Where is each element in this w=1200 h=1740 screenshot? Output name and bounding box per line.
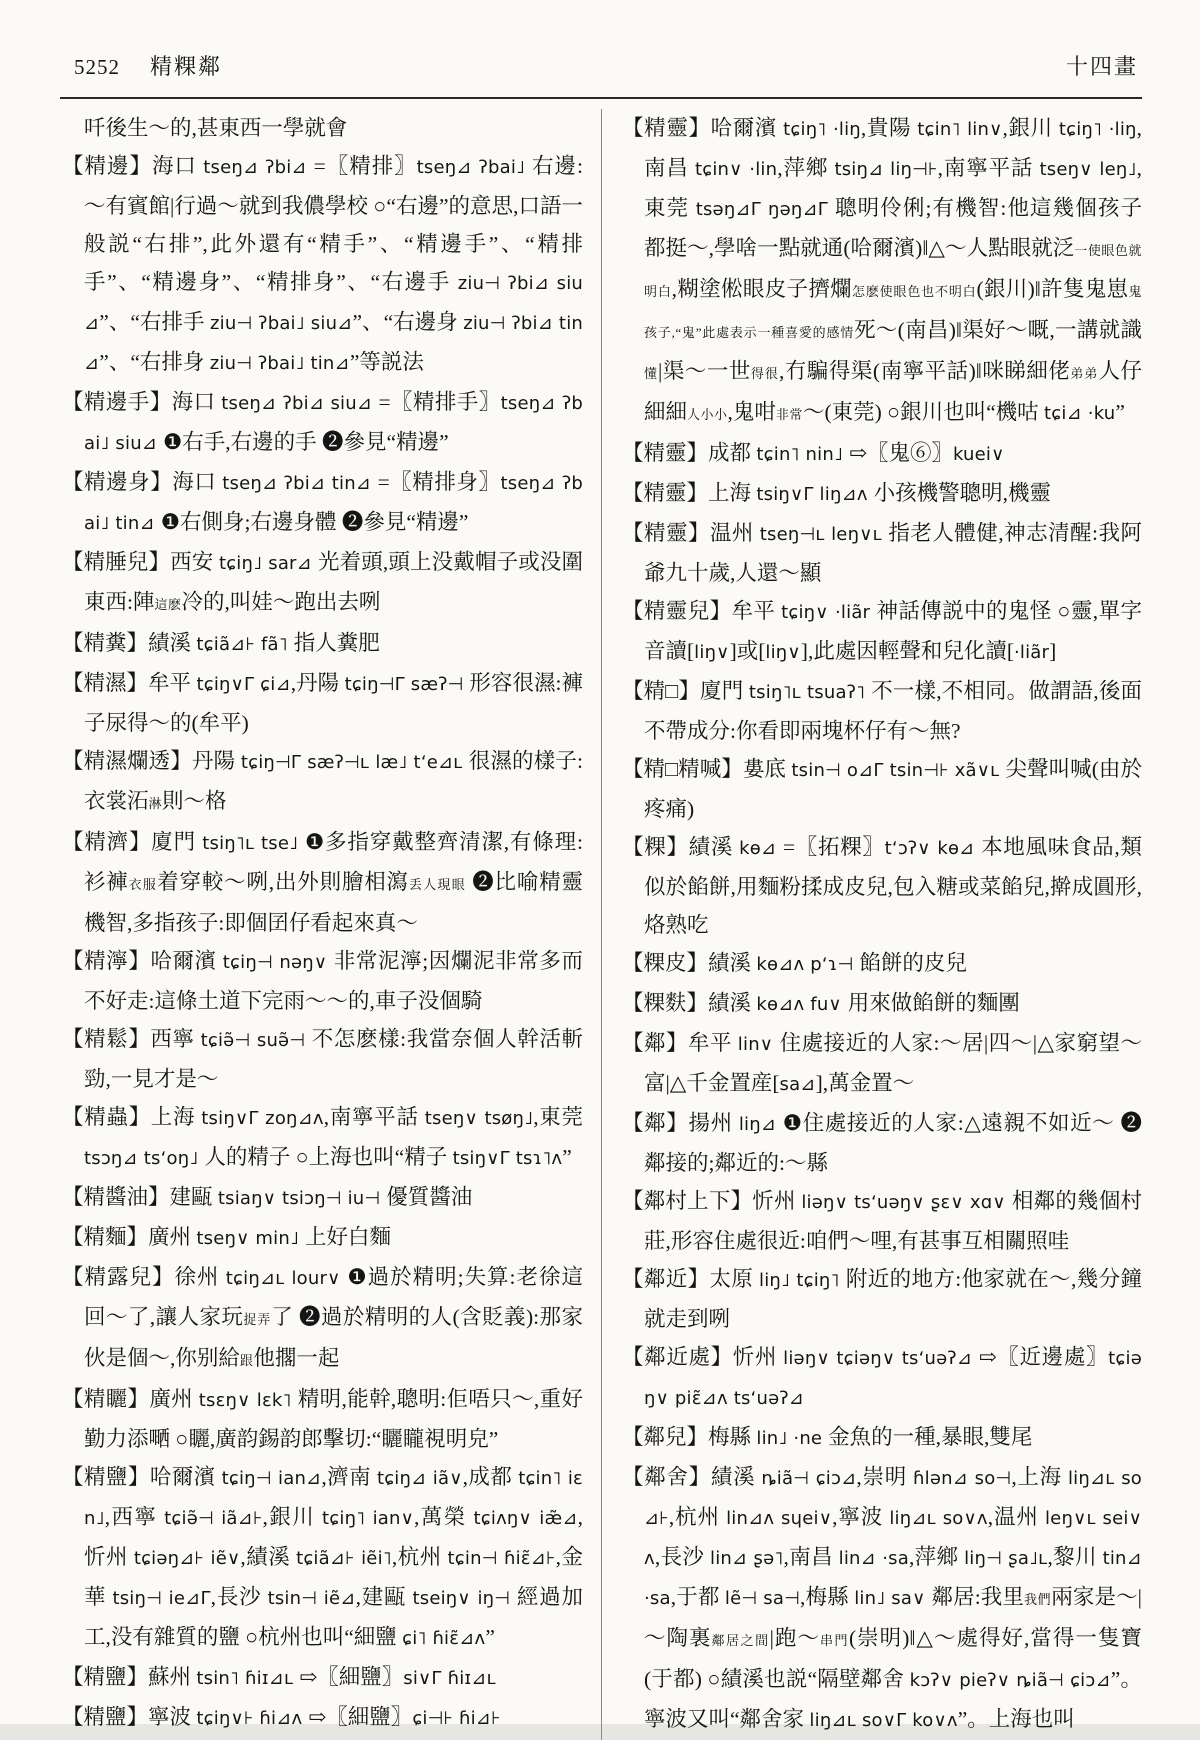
entry-text: 【精鬆】西寧 (62, 1027, 201, 1051)
phonetic-transcription: tɕiŋ∨⊦ ɦi⊿ʌ (196, 1708, 309, 1729)
phonetic-transcription: tsiŋ˥ʟ tsuaʔ˥ (748, 682, 872, 703)
dictionary-entry (622, 1338, 1142, 1418)
column-right (601, 109, 1142, 1740)
phonetic-transcription: tseŋ⊿ ʔbi⊿ siu⊿ (221, 393, 379, 414)
entry-text: ,貴陽 (860, 116, 918, 140)
phonetic-transcription: tɕiŋ∨Γ ɕi⊿ (196, 674, 291, 695)
entry-text: ,于都 (670, 1585, 725, 1609)
entry-text: 【精鹽】蘇州 (62, 1665, 197, 1689)
phonetic-transcription: tsiŋ⊣ ie⊿Γ (112, 1588, 211, 1609)
entry-text: 相鄰的幾個村莊,形容住處很近:咱們～哩,有甚事互相關照哇 (644, 1189, 1142, 1253)
entry-text: 上好白麵 (304, 1225, 391, 1249)
entry-text: 住處接近的人家:～居|四～|△家窮望～富|△千金置産[ (644, 1031, 1142, 1095)
entry-text: ,萍鄉 (777, 156, 835, 180)
phonetic-transcription: ɕi⊣⊦ ɦi⊿⊦ (412, 1708, 501, 1729)
entry-text: 用來做餡餅的麵團 (847, 991, 1020, 1015)
phonetic-transcription: tɕin˥ lin∨ (917, 119, 1003, 140)
entry-text: ⇨〖近邊處〗 (978, 1345, 1109, 1369)
entry-text: 【粿皮】績溪 (622, 951, 757, 975)
entry-text: 【精濟】廈門 (62, 830, 203, 854)
entry-text: 神話傳説中的鬼怪 ○靈,單字音讀[ (644, 599, 1142, 663)
dictionary-entry (62, 664, 583, 742)
entry-text: ,杭州 (668, 1505, 727, 1529)
entry-text: 吀後生～的,甚東西一學就會 (84, 116, 348, 140)
entry-text: 【精靈】上海 (622, 481, 757, 505)
entry-text: ,南寧平話 (937, 156, 1040, 180)
phonetic-transcription: tɕiŋ˥ ·liŋ (783, 119, 861, 140)
phonetic-transcription: tɕin⊣ ɦiɛ̃⊿⊦ (447, 1548, 556, 1569)
dictionary-entry (622, 984, 1142, 1024)
phonetic-transcription: lẽ⊣ sa⊣ (724, 1588, 800, 1609)
phonetic-transcription: lin∨ (737, 1034, 780, 1055)
dictionary-entry (62, 1380, 583, 1458)
entry-text: ❶右手,右邊的手 ❷參見“精邊” (163, 430, 449, 454)
phonetic-transcription: tɕiŋ⊣Γ sæʔ⊣ (344, 674, 470, 695)
dictionary-entry (622, 1418, 1142, 1458)
phonetic-transcription: tseŋ∨ min˩ (196, 1228, 305, 1249)
phonetic-transcription: liŋ∨ (765, 642, 801, 663)
phonetic-transcription: ɦlən⊿ so⊣ (913, 1468, 1012, 1489)
dictionary-entry (62, 1258, 583, 1380)
entry-text: 【鄰村上下】忻州 (622, 1189, 802, 1213)
entry-text: =〖拓粿〗 (782, 835, 885, 859)
dictionary-entry (62, 1458, 583, 1658)
phonetic-transcription: lin⊿ ·sa (838, 1548, 909, 1569)
phonetic-transcription: tsɛŋ∨ lɛk˥ (198, 1390, 298, 1411)
dictionary-entry (622, 434, 1142, 474)
entry-text: 【精鹽】哈爾濱 (62, 1465, 222, 1489)
entry-text: |渠～一世 (658, 359, 751, 383)
entry-text: ”、“右邊身 (352, 310, 464, 334)
stroke-section-label: 十四畫 (1065, 54, 1138, 79)
entry-text: 右邊:～有賓館|行過～就到我儂學校 ○“右邊”的意思,口語一般説“右排”,此外還有“精手”、“精邊手”、“精排手”、“精邊身”、“精排身”、“右邊手 (84, 154, 583, 294)
entry-text: 不一樣,不相同。做謂語,後面不帶成分:你看即兩塊杯仔有～無? (644, 679, 1142, 743)
phonetic-transcription: kɵ⊿ (739, 838, 783, 859)
dictionary-entry (622, 109, 1142, 434)
phonetic-transcription: tseŋ∨ tsøŋ˩ (424, 1108, 534, 1129)
dictionary-entry (62, 624, 583, 664)
entry-text: 【精鹽】寧波 (62, 1705, 197, 1729)
entry-text: 【鄰】揚州 (622, 1111, 739, 1135)
phonetic-transcription: tʻɔʔ∨ kɵ⊿ (884, 838, 982, 859)
entry-text: 形容很濕:褲子尿得～的(牟平) (84, 671, 583, 735)
text-columns (60, 109, 1142, 1740)
phonetic-transcription: tɕin˥ iɛn˩ (84, 1468, 583, 1529)
entry-text: 【精邊】海口 (62, 154, 204, 178)
entry-text: ,東莞 (533, 1105, 583, 1129)
entry-text: ,濟南 (321, 1465, 377, 1489)
entry-text: 【精邊手】海口 (62, 390, 222, 414)
entry-text: 本地風味食品,類似於餡餅,用麵粉揉成皮兒,包入糖或菜餡兒,擀成圓形,烙熟吃 (644, 835, 1142, 937)
phonetic-transcription: ziu⊣ ʔbi⊿ siu⊿ (84, 273, 584, 334)
dictionary-entry (62, 942, 583, 1020)
phonetic-transcription: lin˩ ·ne (756, 1428, 829, 1449)
phonetic-transcription: tɕiŋ∨ ·liãr (781, 602, 877, 623)
entry-text: 指老人體健,神志清醒:我阿爺九十歲,人還～顯 (644, 521, 1142, 585)
phonetic-transcription: liŋ∨ (694, 642, 730, 663)
entry-text: ,成都 (462, 1465, 519, 1489)
dictionary-entry (62, 383, 583, 463)
entry-text: ,温州 (987, 1505, 1045, 1529)
entry-text: ,東莞 (644, 156, 1142, 220)
entry-text: ”等説法 (349, 350, 424, 374)
phonetic-transcription: ziu⊣ ʔbai˩ siu⊿ (210, 313, 353, 334)
entry-text: 【精麵】廣州 (62, 1225, 197, 1249)
entry-text: 光着頭,頭上没戴帽子或没圍東西:陣 (84, 550, 583, 614)
dictionary-entry (62, 1658, 583, 1698)
inline-gloss: 這麽 (154, 597, 182, 612)
dictionary-entry (622, 1260, 1142, 1338)
entry-text: ],萬金置～ (815, 1071, 915, 1095)
entry-text: 【精蟲】上海 (62, 1105, 202, 1129)
entry-text: =〖精排身〗 (377, 470, 501, 494)
entry-text: ,南寧平話 (323, 1105, 425, 1129)
entry-text: 【鄰兒】梅縣 (622, 1425, 757, 1449)
entry-text: 【精矖】廣州 (62, 1387, 199, 1411)
phonetic-transcription: tɕiə̃⊣ suə̃⊣ (200, 1030, 312, 1051)
entry-text: ❷比喻精靈機智,多指孩子:即個囝仔看起來真～ (84, 870, 583, 935)
inline-gloss: 我們 (1024, 1592, 1052, 1607)
phonetic-transcription: liŋ⊣ ʂa˩ʟ (964, 1548, 1048, 1569)
entry-text: ,忻州 (84, 1505, 583, 1569)
entry-text: (崇明)‖△～處得好,當得一隻寶(于都) ○績溪也説“隔壁鄰舍 (644, 1626, 1142, 1691)
dictionary-entry (62, 1698, 583, 1738)
phonetic-transcription: tsəŋ⊿Γ ŋəŋ⊿Γ (695, 199, 836, 220)
phonetic-transcription: tɕiə̃⊣ iã⊿⊦ (164, 1508, 263, 1529)
dictionary-entry (622, 1182, 1142, 1260)
phonetic-transcription: ɕi˥ ɦiɛ̃⊿ʌ (402, 1628, 486, 1649)
entry-text: 優質醬油 (386, 1185, 473, 1209)
inline-gloss: 人小小 (687, 407, 728, 422)
dictionary-entry (622, 474, 1142, 514)
dictionary-entry (622, 828, 1142, 944)
entry-text: 死～(南昌)‖渠好～嘅,一講就識 (854, 318, 1142, 342)
entry-text: ,南昌 (783, 1545, 839, 1569)
phonetic-transcription: liŋ⊿ʟ so⊿⊦ (644, 1468, 1142, 1529)
entry-text: 附近的地方:他家就在～,幾分鐘就走到咧 (644, 1267, 1142, 1331)
phonetic-transcription: tseŋ⊿ ʔbai˩ siu⊿ (84, 393, 583, 454)
dictionary-entry (62, 742, 583, 823)
page-header (60, 50, 1142, 99)
dictionary-entry (622, 514, 1142, 592)
phonetic-transcription: tsiŋ∨Γ tsɿ˥ʌ (452, 1148, 563, 1169)
phonetic-transcription: kɵ⊿ʌ fu∨ (756, 994, 848, 1015)
phonetic-transcription: tɕiŋ⊣Γ sæʔ⊣ʟ læ˩ tʻe⊿ʟ (240, 752, 469, 773)
phonetic-transcription: tɕi⊿ ·ku (1044, 403, 1116, 424)
entry-text: ,長沙 (210, 1585, 268, 1609)
entry-text: ❶多指穿戴整齊清潔,有條理:衫褲 (84, 830, 583, 894)
entry-text: 【鄰舍】績溪 (622, 1465, 762, 1489)
phonetic-transcription: tɕiʌŋ∨ iæ̃⊿ (473, 1508, 578, 1529)
dictionary-entry (622, 750, 1142, 828)
entry-text: |跑～ (769, 1626, 820, 1650)
entry-text: 不怎麽樣:我當奈個人幹活斬勁,一見才是～ (84, 1027, 583, 1091)
phonetic-transcription: tɕiəŋ∨ piɛ̃⊿ʌ tsʻuəʔ⊿ (644, 1348, 1143, 1409)
inline-gloss: 衣服 (128, 877, 158, 892)
phonetic-transcription: ȵiã⊣ ɕiɔ⊿ (761, 1468, 857, 1489)
inline-gloss: 鄰居之間 (711, 1633, 770, 1648)
dictionary-entry (62, 147, 583, 383)
entry-text: 【精濘】哈爾濱 (62, 949, 223, 973)
entry-text: 了 ❷過於精明的人(含貶義):那家伙是個～,你别給 (84, 1305, 583, 1370)
dictionary-entry (62, 109, 583, 147)
phonetic-transcription: liŋ⊿ʟ so∨ʌ (889, 1508, 988, 1529)
dictionary-entry (62, 823, 583, 942)
phonetic-transcription: tɕiŋ⊿ʟ lour∨ (225, 1268, 348, 1289)
entry-text: (銀川)‖許隻鬼崽 (976, 277, 1129, 301)
phonetic-transcription: tsiŋ∨Γ zoŋ⊿ʌ (201, 1108, 324, 1129)
phonetic-transcription: liŋ⊿ (738, 1114, 783, 1135)
entry-text: ～(東莞) ○銀川也叫“機咕 (802, 400, 1045, 424)
entry-text: 【精靈】哈爾濱 (622, 116, 784, 140)
entry-text: 非常泥濘;因爛泥非常多而不好走:這條土道下完雨～～的,車子没個騎 (84, 949, 583, 1013)
phonetic-transcription: tseŋ⊿ ʔbai˩ (416, 157, 533, 178)
entry-text: ,梅縣 (800, 1585, 855, 1609)
entry-text: ,建甌 (355, 1585, 413, 1609)
phonetic-transcription: liŋ⊿ʟ so∨Γ ko∨ʌ (809, 1710, 958, 1731)
phonetic-transcription: tseŋ⊿ ʔbi⊿ tin⊿ (222, 473, 378, 494)
entry-text: 他擱一起 (253, 1346, 340, 1370)
phonetic-transcription: tseŋ⊣ʟ leŋ∨ʟ (759, 524, 889, 545)
phonetic-transcription: tɕiã⊿⊦ iẽi˥ (296, 1548, 392, 1569)
inline-gloss: 弟弟 (1070, 366, 1099, 381)
entry-text: 【精邊身】海口 (62, 470, 223, 494)
entry-text: 則～格 (162, 789, 227, 813)
entry-text: ] (1049, 639, 1057, 663)
entry-text: ,鬼咁 (727, 400, 776, 424)
entry-text: ⇨〖細鹽〗 (299, 1665, 404, 1689)
inline-gloss: 懂 (644, 366, 659, 381)
phonetic-transcription: tɕiŋ˩ sar⊿ (218, 553, 318, 574)
phonetic-transcription: tɕiŋ⊣ ian⊿ (221, 1468, 322, 1489)
dictionary-entry (62, 1098, 583, 1178)
entry-text: 【鄰近】太原 (622, 1267, 759, 1291)
phonetic-transcription: tɕiã⊿⊦ fã˥ (196, 634, 294, 655)
entry-text: 【精靈】成都 (622, 441, 757, 465)
phonetic-transcription: tɕiŋ˥ ·liŋ (1058, 119, 1137, 140)
inline-gloss: 一使眼色就明白 (644, 243, 1142, 299)
dictionary-entry (622, 944, 1142, 984)
inline-gloss: 怎麽使眼色也不明白 (852, 284, 977, 299)
entry-text: ⇨〖鬼⑥〗 (848, 441, 953, 465)
inline-gloss: 非常 (775, 407, 803, 422)
entry-text: ,萍鄉 (908, 1545, 965, 1569)
inline-gloss: 跟 (239, 1353, 254, 1368)
dictionary-entry (622, 1024, 1142, 1104)
phonetic-transcription: si∨Γ ɦiɪ⊿ʟ (403, 1668, 496, 1689)
phonetic-transcription: leŋ∨ʟ sei∨ʌ (644, 1508, 1142, 1569)
phonetic-transcription: tɕin˥ nin˩ (756, 444, 849, 465)
phonetic-transcription: tseŋ⊿ ʔbi⊿ (203, 157, 314, 178)
entry-text: 【精靈兒】牟平 (622, 599, 782, 623)
entry-text: ,上海 (1011, 1465, 1068, 1489)
entry-text: 【鄰】牟平 (622, 1031, 738, 1055)
entry-text: 【精腄兒】西安 (62, 550, 219, 574)
entry-text: ,杭州 (391, 1545, 448, 1569)
entry-text: 冷的,叫娃～跑出去咧 (181, 590, 381, 614)
entry-text: 聰明伶俐;有機智:他這幾個孩子都挺～,學啥一點就通(哈爾濱)‖△～人點眼就泛 (644, 196, 1142, 260)
entry-text: ]或[ (729, 639, 766, 663)
entry-text: 尖聲叫喊(由於疼痛) (644, 757, 1142, 821)
entry-text: 【精濕爛透】丹陽 (62, 749, 241, 773)
entry-text: ,丹陽 (290, 671, 345, 695)
entry-text: 【精□】廈門 (622, 679, 749, 703)
phonetic-transcription: tɕiŋ⊣ nəŋ∨ (222, 952, 334, 973)
entry-text: ,銀川 (1002, 116, 1059, 140)
phonetic-transcription: kɵ⊿ʌ pʻɿ⊣ (756, 954, 860, 975)
phonetic-transcription: tseŋ⊿ ʔbai˩ tin⊿ (84, 473, 583, 534)
phonetic-transcription: liŋ˩ tɕiŋ˥ (759, 1270, 846, 1291)
phonetic-transcription: tseŋ∨ leŋ˩ (1039, 159, 1137, 180)
phonetic-transcription: ·liãr (1013, 642, 1050, 663)
header-left (74, 50, 222, 81)
inline-gloss: 得很 (750, 366, 779, 381)
entry-text: ⇨〖細鹽〗 (308, 1705, 413, 1729)
entry-text: ],此處因輕聲和兒化讀[ (800, 639, 1014, 663)
phonetic-transcription: sa⊿ (779, 1074, 816, 1095)
entry-text: ,冇騙得渠(南寧平話)‖咪睇細佬 (778, 359, 1071, 383)
entry-text: ,崇明 (856, 1465, 914, 1489)
phonetic-transcription: tsin⊣ o⊿Γ tsin⊣⊦ xã∨ʟ (791, 760, 1006, 781)
dictionary-entry (622, 592, 1142, 672)
entry-text: 指人糞肥 (293, 631, 380, 655)
phonetic-transcription: liəŋ∨ tɕiəŋ∨ tsʻuəʔ⊿ (783, 1348, 979, 1369)
entry-text: 【精濕】牟平 (62, 671, 197, 695)
entry-text: ❶右側身;右邊身體 ❷參見“精邊” (160, 510, 469, 534)
entry-text: 【粿】績溪 (622, 835, 740, 859)
dictionary-entry (62, 1020, 583, 1098)
entry-text: ❶過於精明;失算:老徐這回～了,讓人家玩 (84, 1265, 583, 1329)
phonetic-transcription: tsin⊣ iẽ⊿ (267, 1588, 356, 1609)
column-left (60, 109, 601, 1740)
entry-text: ,萬榮 (414, 1505, 474, 1529)
entry-text: 餡餅的皮兒 (859, 951, 967, 975)
phonetic-transcription: tɕin∨ ·lin (694, 159, 778, 180)
inline-gloss: 鬼孩子,“鬼”此處表示一種喜愛的感情 (644, 284, 1142, 340)
entry-text: 經過加工,没有雜質的鹽 ○杭州也叫“細鹽 (84, 1585, 583, 1649)
phonetic-transcription: liəŋ∨ tsʻuəŋ∨ ʂɛ∨ xɑ∨ (801, 1192, 1012, 1213)
dictionary-entry (622, 672, 1142, 750)
entry-text: ,長沙 (654, 1545, 710, 1569)
phonetic-transcription: tsiŋ˥ʟ tse˩ (202, 833, 305, 854)
phonetic-transcription: tsiŋ⊿ liŋ⊣⊦ (834, 159, 938, 180)
entry-text: ” (485, 1625, 495, 1649)
entry-text: 鄰居:我里 (931, 1585, 1025, 1609)
phonetic-transcription: kɔʔ∨ pieʔ∨ ȵiã⊣ ɕiɔ⊿ (909, 1670, 1111, 1691)
dictionary-entry (62, 543, 583, 624)
entry-text: ” (1115, 400, 1125, 424)
entry-text: ,糊塗倯眼皮子擠爛 (671, 277, 853, 301)
entry-text: 精明,能幹,聰明:佢唔只～,重好勤力添嗮 ○矖,廣韵錫韵郎擊切:“矖矓視明皃” (84, 1387, 583, 1451)
entry-text: 人仔細細 (644, 359, 1142, 424)
entry-text: 金魚的一種,暴眼,雙尾 (828, 1425, 1033, 1449)
dictionary-entry (62, 463, 583, 543)
entry-text: ”。寧波又叫“鄰舍家 (644, 1667, 1142, 1731)
entry-text: ,寧波 (832, 1505, 890, 1529)
phonetic-transcription: lin˩ sa∨ (854, 1588, 932, 1609)
dictionary-entry (62, 1218, 583, 1258)
entry-text: 着穿較～咧,出外則膾相瀉 (157, 870, 409, 894)
inline-gloss: 串門 (819, 1633, 849, 1648)
phonetic-transcription: ziu⊣ ʔbi⊿ tin⊿ (84, 313, 583, 374)
inline-gloss: 淋 (148, 796, 163, 811)
entry-text: 人的精子 ○上海也叫“精子 (204, 1145, 453, 1169)
entry-text: ” (562, 1145, 572, 1169)
entry-text: ❶住處接近的人家:△遠親不如近～ ❷鄰接的;鄰近的:～縣 (644, 1111, 1142, 1175)
phonetic-transcription: ziu⊣ ʔbai˩ tin⊿ (209, 353, 350, 374)
entry-text: ,黎川 (1047, 1545, 1103, 1569)
guide-word: 精粿鄰 (150, 54, 223, 79)
entry-text: ”、“右排手 (99, 310, 211, 334)
entry-text: ,金華 (84, 1545, 583, 1609)
dictionary-entry (622, 1458, 1142, 1740)
entry-text: 【精露兒】徐州 (62, 1265, 226, 1289)
entry-text: 【鄰近處】忻州 (622, 1345, 784, 1369)
phonetic-transcription: tsin˥ ɦiɪ⊿ʟ (196, 1668, 300, 1689)
phonetic-transcription: tɕiəŋ⊿⊦ iẽ∨ (133, 1548, 241, 1569)
entry-text: ,銀川 (262, 1505, 323, 1529)
entry-text: ”、“右排身 (99, 350, 210, 374)
entry-text: 很濕的樣子:衣裳沰 (84, 749, 583, 813)
phonetic-transcription: kuei∨ (952, 444, 1005, 465)
entry-text: 【精醬油】建甌 (62, 1185, 218, 1209)
entry-text: =〖精排手〗 (378, 390, 501, 414)
inline-gloss: 捉弄 (243, 1312, 272, 1327)
entry-text: ,西寧 (104, 1505, 165, 1529)
inline-gloss: 丢人現眼 (408, 877, 467, 892)
entry-text: ,績溪 (240, 1545, 297, 1569)
page-number: 5252 (74, 55, 120, 79)
phonetic-transcription: tɕiŋ˥ ian∨ (322, 1508, 415, 1529)
phonetic-transcription: tsɔŋ⊿ tsʻoŋ˩ (84, 1148, 205, 1169)
entry-text: 【精糞】績溪 (62, 631, 197, 655)
phonetic-transcription: tsiaŋ∨ tsiɔŋ⊣ iu⊣ (217, 1188, 387, 1209)
phonetic-transcription: tseiŋ∨ iŋ⊣ (412, 1588, 517, 1609)
entry-text: 小孩機警聰明,機靈 (873, 481, 1052, 505)
phonetic-transcription: tsiŋ∨Γ liŋ⊿ʌ (756, 484, 874, 505)
phonetic-transcription: tin⊿ ·sa (644, 1548, 1142, 1609)
phonetic-transcription: tɕiŋ⊿ iã∨ (376, 1468, 463, 1489)
entry-text: ”。上海也叫 (957, 1707, 1075, 1731)
entry-text: ,南昌 (644, 116, 1142, 180)
dictionary-entry (622, 1104, 1142, 1182)
dictionary-entry (62, 1178, 583, 1218)
entry-text: 【精靈】温州 (622, 521, 760, 545)
entry-text: =〖精排〗 (313, 154, 417, 178)
entry-text: 【粿麩】績溪 (622, 991, 757, 1015)
entry-text: 兩家是～|～陶裏 (644, 1585, 1142, 1650)
phonetic-transcription: lin⊿ʌ sɥei∨ (726, 1508, 833, 1529)
phonetic-transcription: lin⊿ ʂə˥ (710, 1548, 784, 1569)
entry-text: 【精□精喊】婁底 (622, 757, 792, 781)
